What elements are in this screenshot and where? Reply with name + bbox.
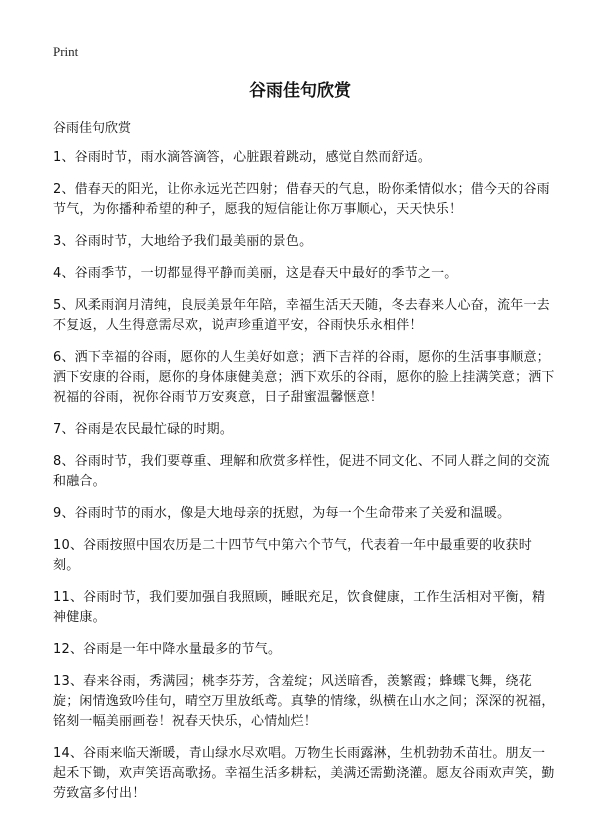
quote-item-9: 9、谷雨时节的雨水，像是大地母亲的抚慰，为每一个生命带来了关爱和温暖。 — [53, 506, 511, 521]
document-subtitle: 谷雨佳句欣赏 — [53, 121, 132, 136]
quote-item-1: 1、谷雨时节，雨水滴答滴答，心脏跟着跳动，感觉自然而舒适。 — [53, 150, 432, 165]
quote-item-7: 7、谷雨是农民最忙碌的时期。 — [53, 422, 234, 437]
quote-item-6: 6、洒下幸福的谷雨，愿你的人生美好如意；洒下吉祥的谷雨，愿你的生活事事顺意；洒下安康的谷雨，愿你的身体康健美意；洒下欢乐的谷雨，愿你的脸上挂满笑意；洒下祝福的谷雨，祝你谷雨节万安爽意，日子甜蜜温馨惬意！ — [53, 350, 555, 405]
quote-item-10: 10、谷雨按照中国农历是二十四节气中第六个节气，代表着一年中最重要的收获时刻。 — [53, 538, 532, 573]
quote-item-13: 13、春来谷雨，秀满园；桃李芬芳，含羞绽；风送暗香，羡繁霞；蜂蝶飞舞，绕花旋；闲情逸致吟佳句，晴空万里放纸鸢。真挚的情缘，纵横在山水之间；深深的祝福，铭刻一幅美丽画卷！祝春天快乐，心情灿烂！ — [53, 674, 555, 729]
quote-item-12: 12、谷雨是一年中降水量最多的节气。 — [53, 642, 282, 657]
quote-item-2: 2、借春天的阳光，让你永远光芒四射；借春天的气息，盼你柔情似水；借今天的谷雨节气，为你播种希望的种子，愿我的短信能让你万事顺心，天天快乐！ — [53, 182, 550, 217]
quote-list — [53, 148, 556, 816]
quote-item-5: 5、风柔雨润月清纯，良辰美景年年陪，幸福生活天天随，冬去春来人心奋，流年一去不复返，人生得意需尽欢，说声珍重道平安，谷雨快乐永相伴！ — [53, 298, 550, 333]
print-link[interactable]: Print — [53, 44, 79, 59]
quote-item-8: 8、谷雨时节，我们要尊重、理解和欣赏多样性，促进不同文化、不同人群之间的交流和融合。 — [53, 454, 550, 489]
quote-item-14: 14、谷雨来临天渐暖，青山绿水尽欢唱。万物生长雨露淋，生机勃勃禾苗壮。朋友一起禾下锄，欢声笑语高歌扬。幸福生活多耕耘，美满还需勤浇灌。愿友谷雨欢声笑，勤劳致富多付出！ — [53, 746, 555, 801]
quote-item-11: 11、谷雨时节，我们要加强自我照顾，睡眠充足，饮食健康，工作生活相对平衡，精神健康。 — [53, 590, 546, 625]
quote-item-4: 4、谷雨季节，一切都显得平静而美丽，这是春天中最好的季节之一。 — [53, 266, 458, 281]
document-title: 谷雨佳句欣赏 — [249, 81, 351, 101]
quote-item-3: 3、谷雨时节，大地给予我们最美丽的景色。 — [53, 234, 313, 249]
